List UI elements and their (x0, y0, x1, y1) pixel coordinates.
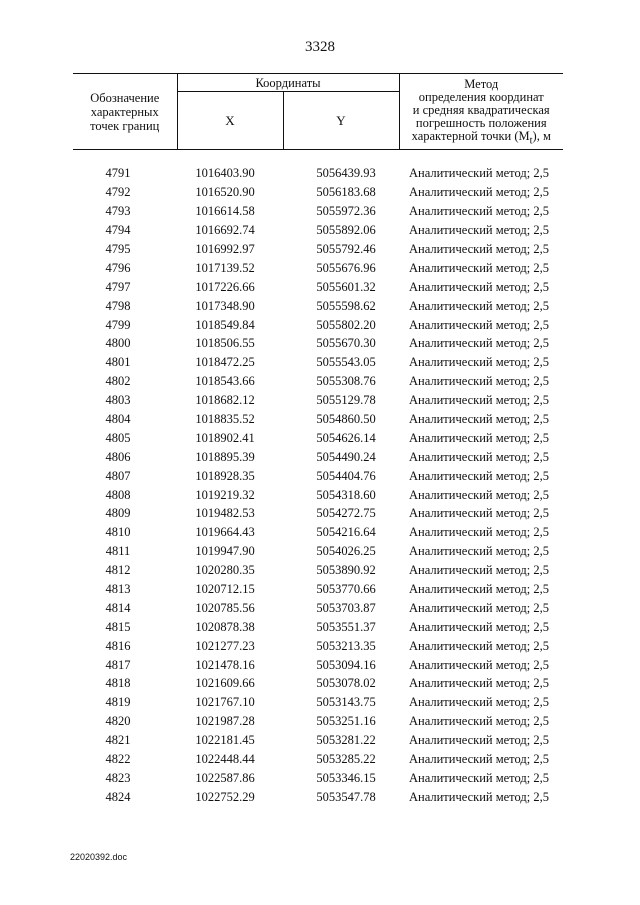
y-coordinate-cell: 5054860.50 (316, 412, 376, 427)
x-coordinate-cell: 1020878.38 (195, 619, 255, 634)
y-coordinate-cell: 5054490.24 (316, 449, 376, 464)
point-number-cell: 4807 (105, 468, 131, 483)
point-number-cell: 4816 (105, 638, 131, 653)
method-cell: Аналитический метод; 2,5 (409, 487, 549, 502)
x-coordinate-cell: 1020785.56 (195, 600, 255, 615)
document-filename: 22020392.doc (70, 852, 128, 862)
method-cell: Аналитический метод; 2,5 (409, 525, 549, 540)
x-coordinate-cell: 1018506.55 (195, 336, 255, 351)
y-coordinate-cell: 5053551.37 (316, 619, 376, 634)
header-point-label-line: точек границ (90, 118, 160, 133)
point-number-cell: 4818 (105, 676, 131, 691)
method-cell: Аналитический метод; 2,5 (409, 619, 549, 634)
table-row (73, 447, 563, 466)
method-cell: Аналитический метод; 2,5 (409, 582, 549, 597)
x-coordinate-cell: 1020712.15 (195, 582, 255, 597)
table-row (73, 334, 563, 353)
header-method-line: ), м (532, 128, 551, 143)
method-cell: Аналитический метод; 2,5 (409, 279, 549, 294)
x-coordinate-cell: 1021609.66 (195, 676, 255, 691)
table-row (73, 617, 563, 636)
x-coordinate-cell: 1017348.90 (195, 298, 255, 313)
method-cell: Аналитический метод; 2,5 (409, 374, 549, 389)
method-cell: Аналитический метод; 2,5 (409, 260, 549, 275)
header-method-line: определения координат (418, 89, 544, 104)
point-number-cell: 4793 (105, 204, 131, 219)
method-cell: Аналитический метод; 2,5 (409, 657, 549, 672)
y-coordinate-cell: 5053547.78 (316, 789, 376, 804)
method-cell: Аналитический метод; 2,5 (409, 506, 549, 521)
y-coordinate-cell: 5055601.32 (316, 279, 376, 294)
table-row (73, 221, 563, 240)
x-coordinate-cell: 1021478.16 (195, 657, 255, 672)
table-row (73, 277, 563, 296)
x-coordinate-cell: 1022448.44 (195, 752, 255, 767)
method-cell: Аналитический метод; 2,5 (409, 600, 549, 615)
y-coordinate-cell: 5055129.78 (316, 393, 376, 408)
table-row (73, 183, 563, 202)
table-row (73, 164, 563, 183)
method-cell: Аналитический метод; 2,5 (409, 298, 549, 313)
x-coordinate-cell: 1018928.35 (195, 468, 255, 483)
y-coordinate-cell: 5053078.02 (316, 676, 376, 691)
point-number-cell: 4791 (105, 166, 131, 181)
table-body (73, 164, 563, 806)
x-coordinate-cell: 1018835.52 (195, 412, 255, 427)
x-coordinate-cell: 1018543.66 (195, 374, 255, 389)
point-number-cell: 4799 (105, 317, 131, 332)
coordinates-table (73, 73, 563, 806)
table-row (73, 636, 563, 655)
x-coordinate-cell: 1016403.90 (195, 166, 255, 181)
x-coordinate-cell: 1022587.86 (195, 770, 255, 785)
header-method-line: Метод (464, 76, 499, 91)
table-row (73, 750, 563, 769)
table-row (73, 561, 563, 580)
point-number-cell: 4806 (105, 449, 131, 464)
y-coordinate-cell: 5054404.76 (316, 468, 376, 483)
y-coordinate-cell: 5053703.87 (316, 600, 376, 615)
method-cell: Аналитический метод; 2,5 (409, 336, 549, 351)
point-number-cell: 4814 (105, 600, 131, 615)
method-cell: Аналитический метод; 2,5 (409, 355, 549, 370)
method-cell: Аналитический метод; 2,5 (409, 412, 549, 427)
x-coordinate-cell: 1021987.28 (195, 714, 255, 729)
table-row (73, 731, 563, 750)
table-header (73, 74, 563, 150)
method-cell: Аналитический метод; 2,5 (409, 393, 549, 408)
point-number-cell: 4811 (105, 544, 131, 559)
header-method (399, 74, 563, 150)
point-number-cell: 4797 (105, 279, 131, 294)
y-coordinate-cell: 5054026.25 (316, 544, 376, 559)
method-cell: Аналитический метод; 2,5 (409, 676, 549, 691)
y-coordinate-cell: 5053094.16 (316, 657, 376, 672)
x-coordinate-cell: 1016520.90 (195, 185, 255, 200)
method-cell: Аналитический метод; 2,5 (409, 317, 549, 332)
table-row (73, 485, 563, 504)
header-coordinates: Координаты (177, 74, 399, 92)
point-number-cell: 4803 (105, 393, 131, 408)
x-coordinate-cell: 1019482.53 (195, 506, 255, 521)
point-number-cell: 4800 (105, 336, 131, 351)
x-coordinate-cell: 1019219.32 (195, 487, 255, 502)
point-number-cell: 4812 (105, 563, 131, 578)
x-coordinate-cell: 1021767.10 (195, 695, 255, 710)
point-number-cell: 4798 (105, 298, 131, 313)
method-cell: Аналитический метод; 2,5 (409, 166, 549, 181)
x-coordinate-cell: 1021277.23 (195, 638, 255, 653)
point-number-cell: 4822 (105, 752, 131, 767)
x-coordinate-cell: 1016692.74 (195, 223, 255, 238)
table-row (73, 693, 563, 712)
table-row (73, 523, 563, 542)
method-cell: Аналитический метод; 2,5 (409, 638, 549, 653)
y-coordinate-cell: 5055972.36 (316, 204, 376, 219)
header-method-line: и средняя квадратическая (412, 102, 550, 117)
x-coordinate-cell: 1018895.39 (195, 449, 255, 464)
point-number-cell: 4819 (105, 695, 131, 710)
y-coordinate-cell: 5053285.22 (316, 752, 376, 767)
header-point-label-line: Обозначение (90, 90, 160, 105)
table-row (73, 296, 563, 315)
table-row (73, 466, 563, 485)
table-row (73, 258, 563, 277)
y-coordinate-cell: 5053281.22 (316, 733, 376, 748)
point-number-cell: 4804 (105, 412, 131, 427)
y-coordinate-cell: 5053346.15 (316, 770, 376, 785)
header-method-line: погрешность положения (415, 115, 547, 130)
table-row (73, 315, 563, 334)
y-coordinate-cell: 5055308.76 (316, 374, 376, 389)
table-row (73, 542, 563, 561)
point-number-cell: 4820 (105, 714, 131, 729)
point-number-cell: 4813 (105, 582, 131, 597)
point-number-cell: 4821 (105, 733, 131, 748)
page-number: 3328 (305, 39, 335, 55)
table-row (73, 674, 563, 693)
table-row (73, 202, 563, 221)
method-cell: Аналитический метод; 2,5 (409, 752, 549, 767)
table-row (73, 353, 563, 372)
y-coordinate-cell: 5055670.30 (316, 336, 376, 351)
x-coordinate-cell: 1016614.58 (195, 204, 255, 219)
method-cell: Аналитический метод; 2,5 (409, 430, 549, 445)
point-number-cell: 4796 (105, 260, 131, 275)
point-number-cell: 4795 (105, 242, 131, 256)
method-cell: Аналитический метод; 2,5 (409, 242, 549, 256)
y-coordinate-cell: 5055598.62 (316, 298, 376, 313)
table-row (73, 787, 563, 806)
table-row (73, 504, 563, 523)
method-cell: Аналитический метод; 2,5 (409, 468, 549, 483)
point-number-cell: 4802 (105, 374, 131, 389)
method-cell: Аналитический метод; 2,5 (409, 544, 549, 559)
method-cell: Аналитический метод; 2,5 (409, 223, 549, 238)
x-coordinate-cell: 1022181.45 (195, 733, 255, 748)
x-coordinate-cell: 1017226.66 (195, 279, 255, 294)
x-coordinate-cell: 1016992.97 (195, 242, 255, 256)
point-number-cell: 4815 (105, 619, 131, 634)
y-coordinate-cell: 5056183.68 (316, 185, 376, 200)
table-row (73, 391, 563, 410)
method-cell: Аналитический метод; 2,5 (409, 714, 549, 729)
y-coordinate-cell: 5053890.92 (316, 563, 376, 578)
method-cell: Аналитический метод; 2,5 (409, 563, 549, 578)
header-method-subscript: t (529, 135, 533, 147)
table-row (73, 240, 563, 259)
header-point-label (73, 74, 177, 150)
table-row (73, 598, 563, 617)
point-number-cell: 4817 (105, 657, 131, 672)
x-coordinate-cell: 1018902.41 (195, 430, 255, 445)
header-x: X (177, 92, 283, 150)
method-cell: Аналитический метод; 2,5 (409, 770, 549, 785)
method-cell: Аналитический метод; 2,5 (409, 695, 549, 710)
x-coordinate-cell: 1018549.84 (195, 317, 255, 332)
y-coordinate-cell: 5056439.93 (316, 166, 376, 181)
method-cell: Аналитический метод; 2,5 (409, 733, 549, 748)
table-row (73, 580, 563, 599)
point-number-cell: 4805 (105, 430, 131, 445)
y-coordinate-cell: 5055676.96 (316, 260, 376, 275)
point-number-cell: 4801 (105, 355, 131, 370)
point-number-cell: 4794 (105, 223, 131, 238)
header-point-label-line: характерных (90, 104, 159, 119)
x-coordinate-cell: 1018472.25 (195, 355, 255, 370)
y-coordinate-cell: 5055892.06 (316, 223, 376, 238)
point-number-cell: 4823 (105, 770, 131, 785)
x-coordinate-cell: 1020280.35 (195, 563, 255, 578)
x-coordinate-cell: 1019664.43 (195, 525, 255, 540)
table-row (73, 428, 563, 447)
x-coordinate-cell: 1018682.12 (195, 393, 255, 408)
point-number-cell: 4792 (105, 185, 131, 200)
method-cell: Аналитический метод; 2,5 (409, 204, 549, 219)
y-coordinate-cell: 5053213.35 (316, 638, 376, 653)
table-row (73, 372, 563, 391)
y-coordinate-cell: 5053770.66 (316, 582, 376, 597)
method-cell: Аналитический метод; 2,5 (409, 789, 549, 804)
header-y: Y (283, 92, 399, 150)
point-number-cell: 4810 (105, 525, 131, 540)
y-coordinate-cell: 5054216.64 (316, 525, 376, 540)
x-coordinate-cell: 1019947.90 (195, 544, 255, 559)
table-row (73, 410, 563, 429)
table-row (73, 712, 563, 731)
x-coordinate-cell: 1017139.52 (195, 260, 255, 275)
point-number-cell: 4824 (105, 789, 131, 804)
y-coordinate-cell: 5054318.60 (316, 487, 376, 502)
y-coordinate-cell: 5055792.46 (316, 242, 376, 256)
x-coordinate-cell: 1022752.29 (195, 789, 255, 804)
y-coordinate-cell: 5055802.20 (316, 317, 376, 332)
header-method-line: характерной точки (M (411, 128, 530, 143)
method-cell: Аналитический метод; 2,5 (409, 449, 549, 464)
y-coordinate-cell: 5055543.05 (316, 355, 376, 370)
y-coordinate-cell: 5053251.16 (316, 714, 376, 729)
method-cell: Аналитический метод; 2,5 (409, 185, 549, 200)
point-number-cell: 4809 (105, 506, 131, 521)
table-row (73, 769, 563, 788)
y-coordinate-cell: 5053143.75 (316, 695, 376, 710)
y-coordinate-cell: 5054272.75 (316, 506, 376, 521)
point-number-cell: 4808 (105, 487, 131, 502)
table-row (73, 655, 563, 674)
y-coordinate-cell: 5054626.14 (316, 430, 376, 445)
